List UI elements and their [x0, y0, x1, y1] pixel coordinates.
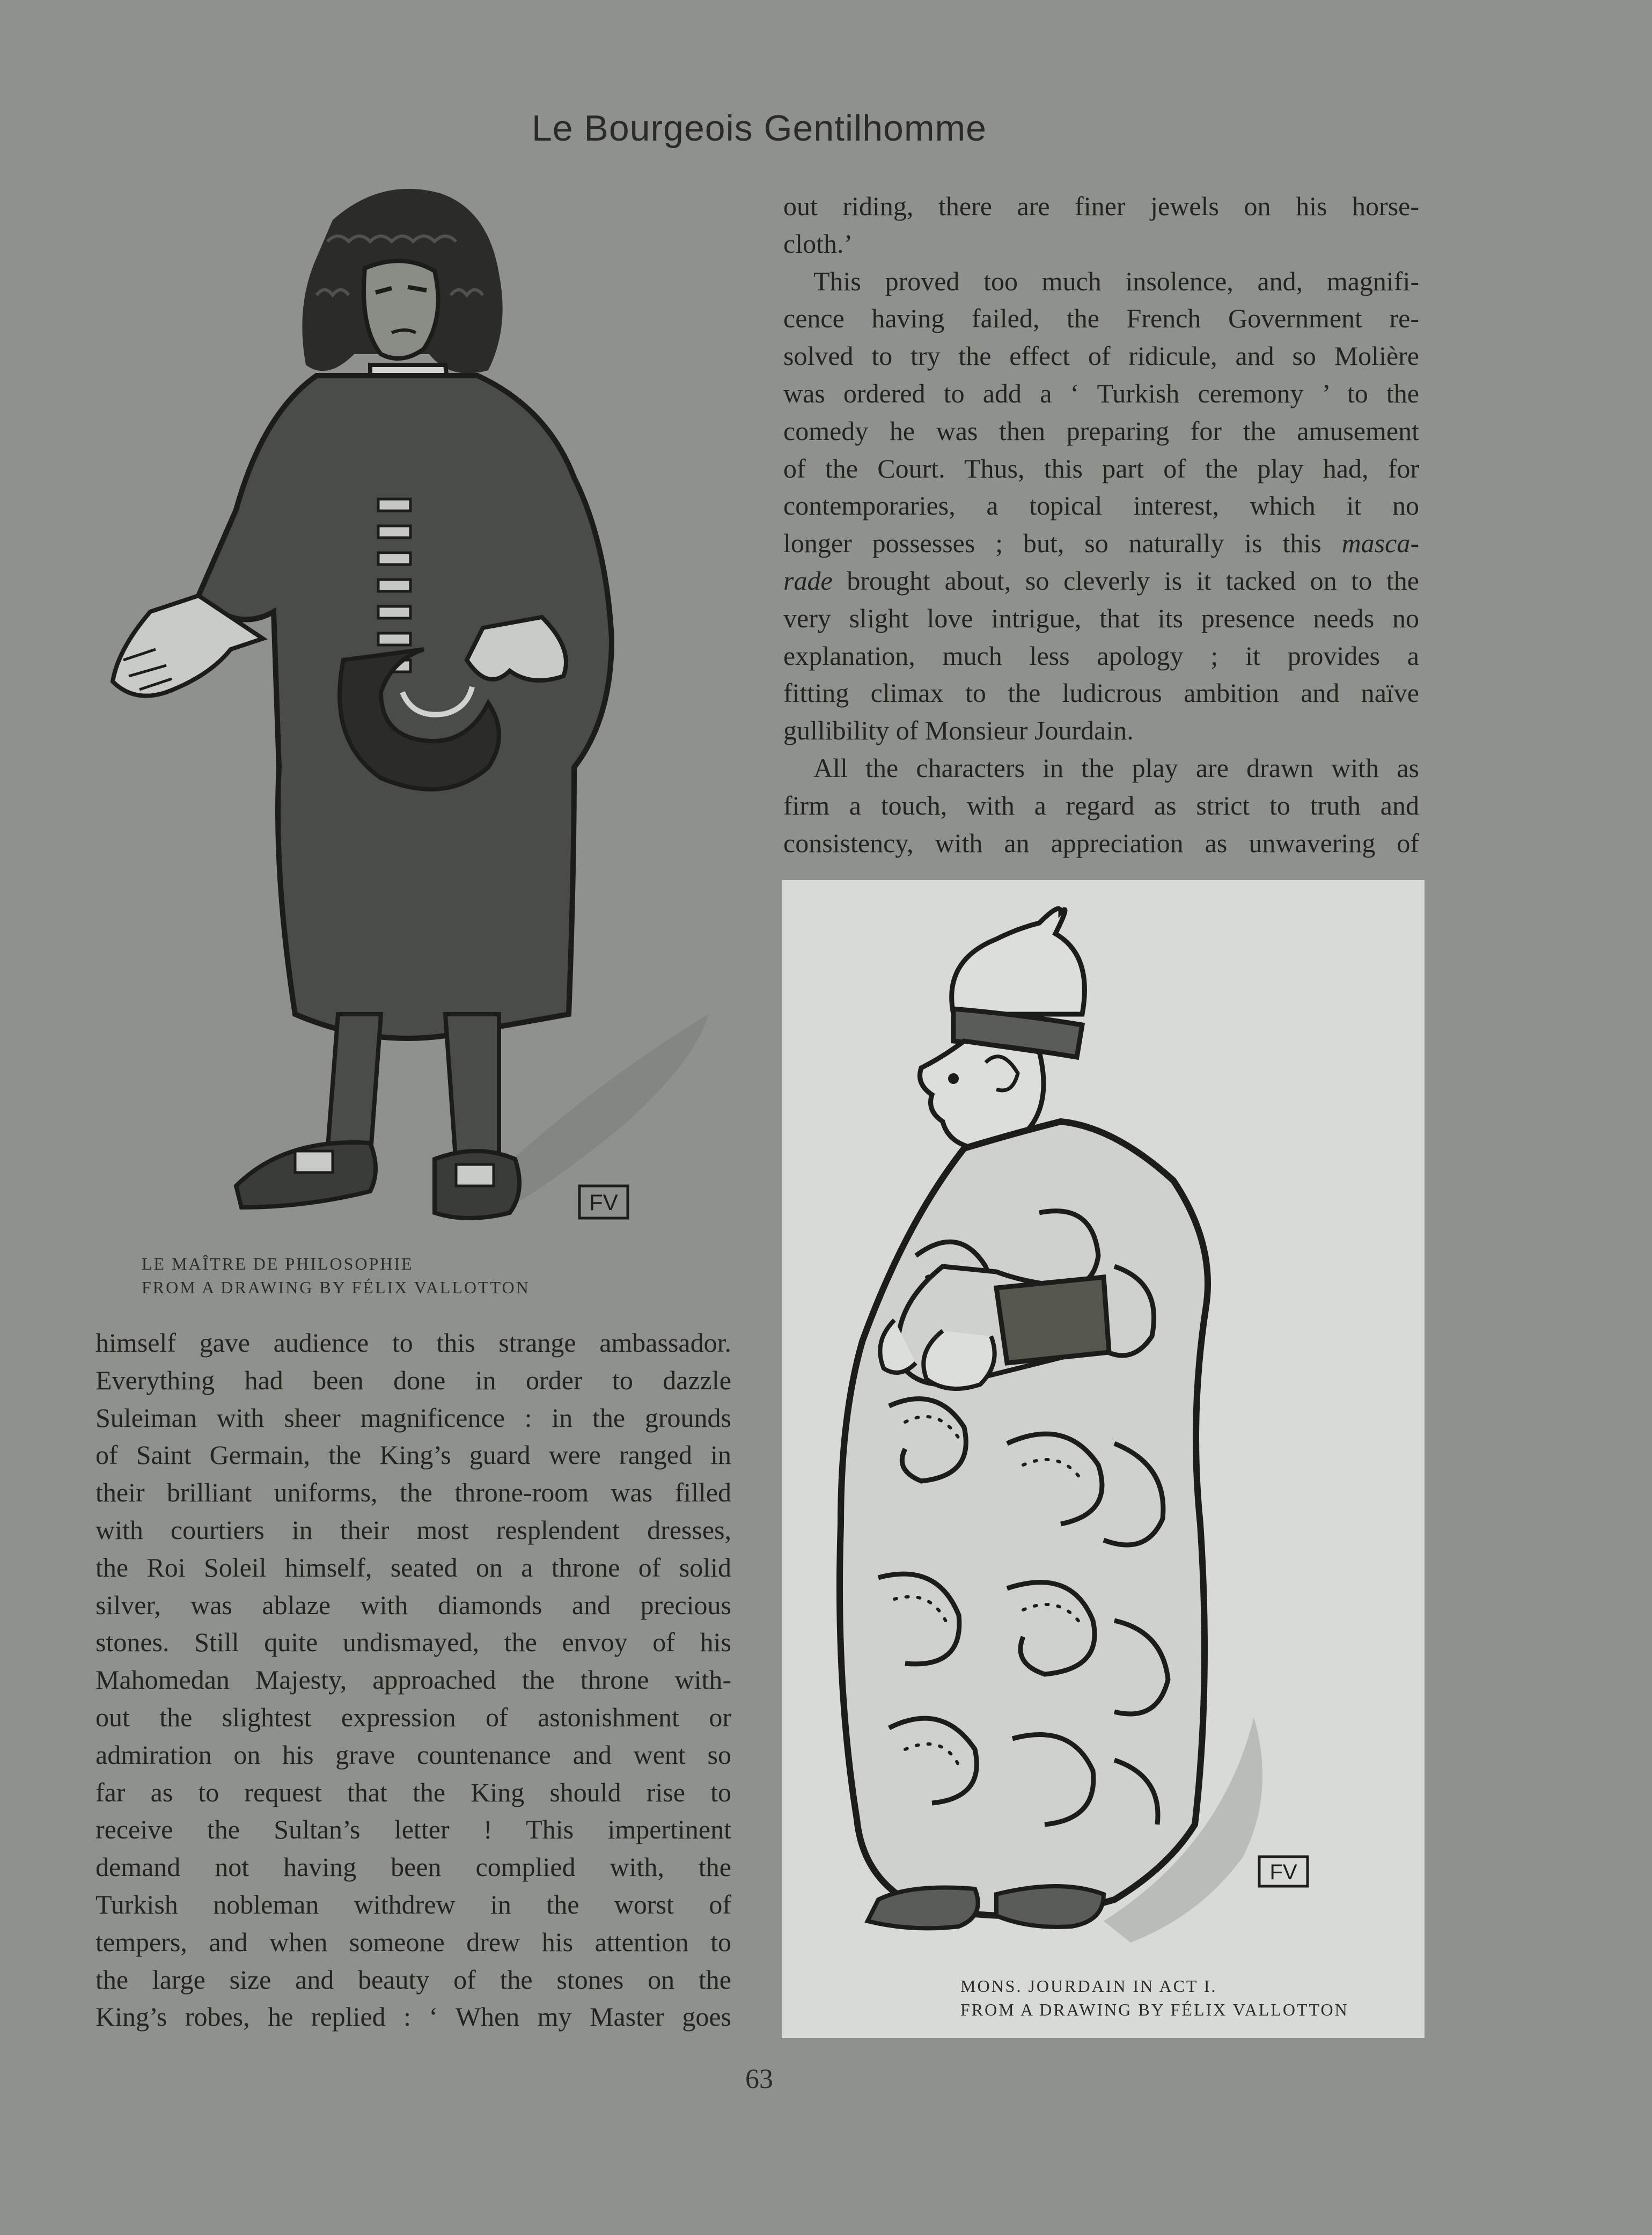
text-line: gullibility of Monsieur Jourdain.: [783, 715, 1134, 746]
text-line: Turkish nobleman withdrew in the worst of: [96, 1889, 731, 1919]
text-line: contemporaries, a topical interest, which it no: [783, 490, 1419, 521]
text-line: comedy he was then preparing for the amusement: [783, 415, 1419, 446]
jourdain-caption: [960, 1974, 1349, 2021]
left-column-text: [96, 1324, 731, 2036]
text-line: [783, 562, 1419, 600]
text-line: very slight love intrigue, that its presence needs no: [783, 603, 1419, 633]
text-line: of Saint Germain, the King’s guard were ranged in: [96, 1440, 731, 1470]
text-line: himself gave audience to this strange ambassador.: [96, 1328, 731, 1358]
text-line: consistency, with an appreciation as unwavering of: [783, 827, 1419, 858]
text-line: silver, was ablaze with diamonds and precious: [96, 1589, 731, 1620]
text-line: far as to request that the King should rise to: [96, 1777, 731, 1807]
text-line: This proved too much insolence, and, magnifi-: [813, 266, 1419, 296]
text-line: admiration on his grave countenance and went so: [96, 1739, 731, 1770]
text-fragment: longer possesses ; but, so naturally is this: [783, 528, 1321, 559]
text-line: was ordered to add a ‘ Turkish ceremony ’ to the: [783, 378, 1419, 408]
text-line: [783, 525, 1419, 562]
text-line: stones. Still quite undismayed, the envoy of his: [96, 1627, 731, 1658]
jourdain-caption-credit: FROM A DRAWING BY FÉLIX VALLOTTON: [960, 2000, 1349, 2019]
italic-word: rade: [783, 565, 833, 596]
text-line: All the characters in the play are drawn with as: [813, 752, 1419, 783]
text-line: Everything had been done in order to dazzle: [96, 1365, 731, 1395]
text-line: receive the Sultan’s letter ! This impertinent: [96, 1814, 731, 1845]
text-line: firm a touch, with a regard as strict to truth and: [783, 790, 1419, 820]
text-line: the Roi Soleil himself, seated on a throne of solid: [96, 1552, 731, 1582]
text-line: Suleiman with sheer magnificence : in the grounds: [96, 1402, 731, 1433]
italic-word: masca-: [1341, 528, 1419, 559]
philosopher-illustration: [102, 177, 724, 1240]
jourdain-illustration-panel: [782, 880, 1425, 2038]
text-line: solved to try the effect of ridicule, and so Molière: [783, 341, 1419, 371]
text-line: the large size and beauty of the stones on the: [96, 1964, 731, 1995]
fv-monogram: FV: [1269, 1860, 1297, 1884]
text-line: their brilliant uniforms, the throne-room was filled: [96, 1477, 731, 1508]
jourdain-illustration: [782, 880, 1425, 2038]
text-line: King’s robes, he replied : ‘ When my Master goes: [96, 2002, 731, 2032]
text-fragment: brought about, so cleverly is it tacked on to the: [847, 565, 1420, 596]
philosopher-caption: [142, 1252, 530, 1299]
text-line: cloth.’: [783, 228, 853, 259]
philosopher-caption-credit: FROM A DRAWING BY FÉLIX VALLOTTON: [142, 1278, 530, 1297]
philosopher-caption-title: LE MAÎTRE DE PHILOSOPHIE: [142, 1254, 414, 1273]
text-line: with courtiers in their most resplendent dresses,: [96, 1514, 731, 1545]
text-line: out riding, there are finer jewels on his horse-: [783, 191, 1419, 221]
text-line: of the Court. Thus, this part of the play had, for: [783, 453, 1419, 483]
page-number: 63: [745, 2064, 773, 2094]
text-line: demand not having been complied with, the: [96, 1852, 731, 1882]
text-line: cence having failed, the French Government re-: [783, 303, 1419, 334]
page-title: Le Bourgeois Gentilhomme: [531, 108, 987, 149]
text-line: out the slightest expression of astonishment or: [96, 1702, 731, 1732]
text-line: fitting climax to the ludicrous ambition and naïve: [783, 678, 1419, 708]
text-line: explanation, much less apology ; it provides a: [783, 640, 1419, 671]
text-line: tempers, and when someone drew his attention to: [96, 1926, 731, 1957]
fv-monogram: FV: [589, 1190, 618, 1215]
jourdain-caption-title: MONS. JOURDAIN IN ACT I.: [960, 1976, 1217, 1996]
right-column-text: [783, 188, 1419, 862]
text-line: Mahomedan Majesty, approached the throne with-: [96, 1665, 731, 1695]
